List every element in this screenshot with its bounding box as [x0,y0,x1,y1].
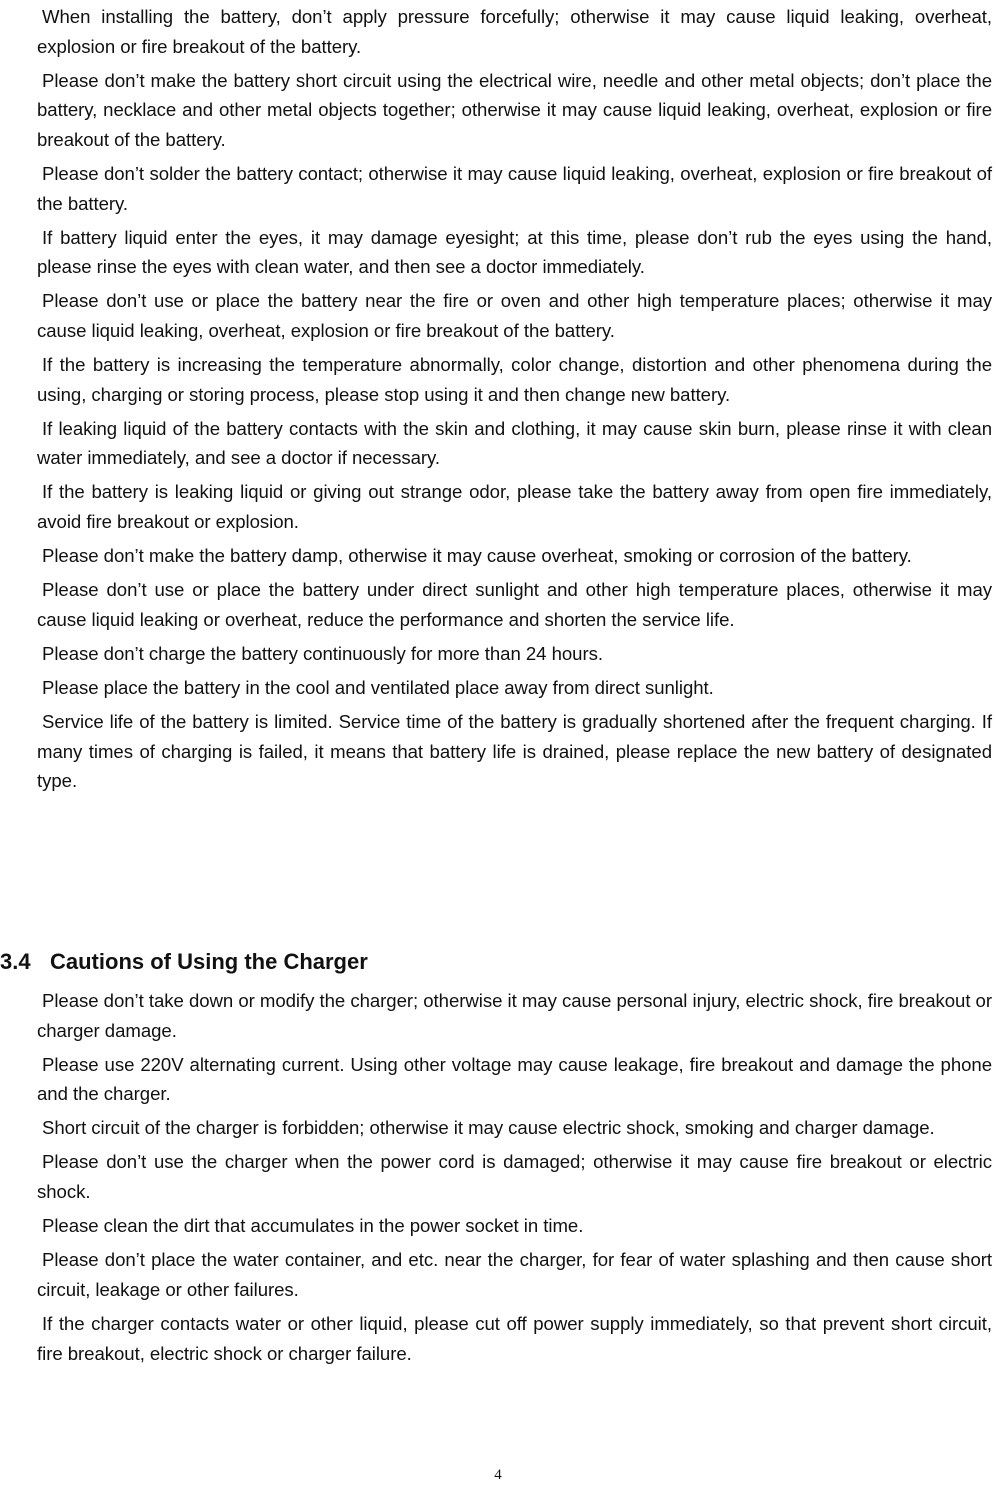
charger-caution-item: Please don’t take down or modify the charger; otherwise it may cause personal injury, electric shock, fire breakout or charger damage. [37,990,992,1041]
section-number: 3.4 [0,949,31,974]
charger-caution-item: Please don’t use the charger when the power cord is damaged; otherwise it may cause fire breakout or electric shock. [37,1151,992,1203]
battery-caution-item: If the battery is increasing the temperature abnormally, color change, distortion and other phenomena during the using, charging or storing process, please stop using it and then change new battery. [37,354,992,405]
battery-caution-item: Please don’t use or place the battery under direct sunlight and other high temperature places, otherwise it may cause liquid leaking or overheat, reduce the performance and shorten the service life. [37,579,992,630]
charger-caution-item: Please clean the dirt that accumulates in the power socket in time. [42,1215,584,1237]
page-number: 4 [494,1467,502,1483]
battery-caution-item: If battery liquid enter the eyes, it may damage eyesight; at this time, please don’t rub the eyes using the hand, please rinse the eyes with clean water, and then see a doctor immediately. [37,226,992,278]
battery-caution-item: If the battery is leaking liquid or giving out strange odor, please take the battery away from open fire immediately, avoid fire breakout or explosion. [37,481,992,532]
battery-caution-item: Please don’t charge the battery continuously for more than 24 hours. [42,642,603,664]
battery-cautions-list [37,2,992,800]
battery-caution-item: Please don’t make the battery damp, otherwise it may cause overheat, smoking or corrosion of the battery. [42,545,912,567]
battery-caution-item: If leaking liquid of the battery contacts with the skin and clothing, it may cause skin burn, please rinse it with clean water immediately, and see a doctor if necessary. [37,417,992,469]
charger-cautions-list [37,986,992,1373]
charger-caution-item: If the charger contacts water or other liquid, please cut off power supply immediately, so that prevent short circuit, fire breakout, electric shock or charger failure. [37,1312,992,1364]
charger-caution-item: Please don’t place the water container, and etc. near the charger, for fear of water splashing and then cause short circuit, leakage or other failures. [37,1249,992,1300]
charger-caution-item: Please use 220V alternating current. Using other voltage may cause leakage, fire breakout and damage the phone and the charger. [37,1053,992,1105]
battery-caution-item: When installing the battery, don’t apply pressure forcefully; otherwise it may cause liquid leaking, overheat, explosion or fire breakout of the battery. [37,6,992,57]
battery-caution-item: Service life of the battery is limited. Service time of the battery is gradually shortened after the frequent charging. If many times of charging is failed, it means that battery life is drained, please replace the new battery of designated type. [37,711,992,792]
section-heading [0,945,368,979]
charger-caution-item: Short circuit of the charger is forbidden; otherwise it may cause electric shock, smoking and charger damage. [42,1117,935,1139]
section-title: Cautions of Using the Charger [50,949,368,974]
battery-caution-item: Please don’t use or place the battery near the fire or oven and other high temperature places; otherwise it may cause liquid leaking, overheat, explosion or fire breakout of the battery. [37,290,992,341]
battery-caution-item: Please don’t make the battery short circuit using the electrical wire, needle and other metal objects; don’t place the battery, necklace and other metal objects together; otherwise it may cause liquid leaking, overheat, explosion or fire breakout of the battery. [37,69,992,150]
battery-caution-item: Please don’t solder the battery contact; otherwise it may cause liquid leaking, overheat, explosion or fire breakout of the battery. [37,162,992,214]
battery-caution-item: Please place the battery in the cool and ventilated place away from direct sunlight. [42,676,714,698]
